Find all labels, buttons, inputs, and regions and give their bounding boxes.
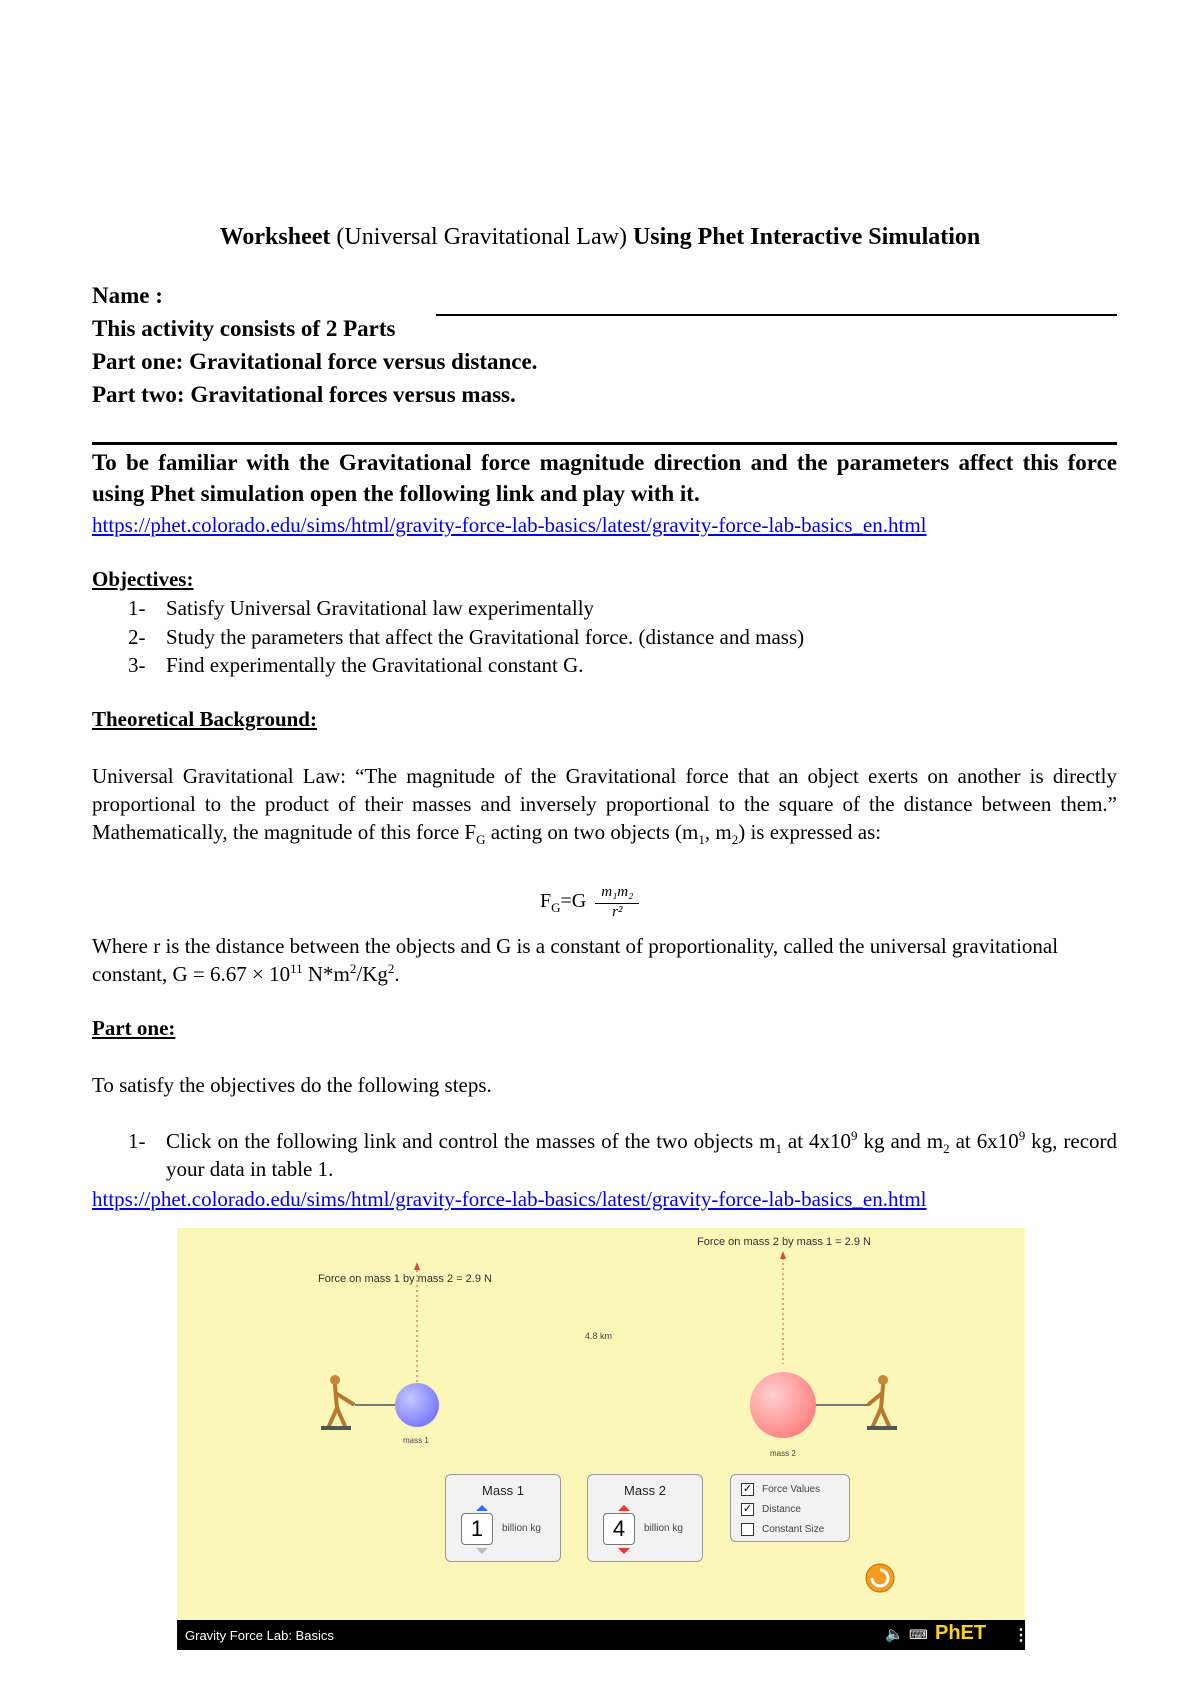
gravity-formula: $F_G=G$ $\frac{\text{m₁m₂}}{\text{r²}}$ — [540, 884, 639, 921]
mass-1-caption: mass 1 — [403, 1436, 429, 1445]
puller-figure-1 — [329, 1375, 353, 1426]
intro-line-1: This activity consists of 2 Parts — [92, 316, 396, 341]
divider — [92, 442, 1117, 445]
formula-numerator: m₁m₂ — [595, 884, 639, 904]
phet-logo[interactable]: PhET — [935, 1622, 987, 1644]
step-1: 1- Click on the following link and control the masses of the two objects $m_1$ at $4x10^9$ kg and $m_2$ at $6x10^9$ kg, record your data in table 1. — [128, 1128, 1118, 1181]
mass-2-decrement-arrow[interactable] — [618, 1548, 630, 1554]
objective-item: 3- Find experimentally the Gravitational constant G. — [128, 653, 584, 677]
mass-2-sphere — [750, 1372, 816, 1438]
options-panel — [730, 1474, 850, 1542]
checkbox-distance[interactable]: ✓ Distance — [742, 1503, 801, 1516]
mass-1-panel — [445, 1474, 561, 1562]
mass-1-value[interactable]: 1 — [461, 1513, 493, 1545]
intro-line-3: Part two: Gravitational forces versus mass. — [92, 382, 516, 407]
sim-footer — [177, 1620, 1029, 1650]
menu-icon[interactable]: ⋮ — [1013, 1627, 1029, 1644]
checkbox-force-values[interactable]: ✓ Force Values — [742, 1483, 821, 1496]
constant-paragraph: Where r is the distance between the objects and G is a constant of proportionality, called the universal gravitational constant, $G = 6.67 \times 10^{11}$ $N*m^2/Kg^2$. — [92, 934, 1059, 986]
mass-2-title: Mass 2 — [624, 1483, 666, 1498]
mass-2-value[interactable]: 4 — [603, 1513, 635, 1545]
part-one-intro: To satisfy the objectives do the following steps. — [92, 1073, 492, 1097]
objectives-heading: Objectives: — [92, 567, 194, 591]
phet-link-1[interactable]: https://phet.colorado.edu/sims/html/gravity-force-lab-basics/latest/gravity-force-lab-basics_en.html — [92, 513, 927, 537]
name-underline — [436, 314, 1117, 316]
checkbox-constant-size[interactable]: Constant Size — [741, 1523, 824, 1536]
mass-2-unit: billion kg — [644, 1523, 683, 1534]
mass-2-panel — [587, 1474, 703, 1562]
objective-item: 2- Study the parameters that affect the Gravitational force. (distance and mass) — [128, 625, 805, 649]
familiar-paragraph: To be familiar with the Gravitational force magnitude direction and the parameters affect this force using Phet simulation open the following link and play with it. — [92, 450, 1117, 506]
mass-1-sphere — [395, 1383, 439, 1427]
sound-icon[interactable]: 🔈 — [885, 1626, 904, 1643]
sim-footer-title: Gravity Force Lab: Basics — [185, 1628, 334, 1643]
puller-base-2 — [867, 1426, 897, 1430]
keyboard-icon[interactable]: ⌨ — [909, 1627, 928, 1642]
part-one-heading: Part one: — [92, 1016, 176, 1040]
puller-base-1 — [321, 1426, 351, 1430]
force-arrow-1-head — [414, 1262, 420, 1270]
name-label: Name : — [92, 283, 163, 308]
force-arrow-2-head — [780, 1251, 786, 1259]
mass-1-decrement-arrow[interactable] — [476, 1548, 488, 1554]
phet-simulation[interactable] — [177, 1228, 1025, 1650]
reset-button-circle — [866, 1564, 894, 1592]
mass-1-title: Mass 1 — [482, 1483, 524, 1498]
puller-figure-2 — [869, 1375, 889, 1426]
mass-2-increment-arrow[interactable] — [618, 1505, 630, 1511]
force-label-2: Force on mass 2 by mass 1 = 2.9 N — [697, 1236, 871, 1248]
mass-1-unit: billion kg — [502, 1523, 541, 1534]
force-label-1: Force on mass 1 by mass 2 = 2.9 N — [318, 1273, 492, 1285]
sim-scene — [177, 1228, 1025, 1650]
theory-heading: Theoretical Background: — [92, 707, 317, 731]
mass-1-increment-arrow[interactable] — [476, 1505, 488, 1511]
worksheet-title: Worksheet (Universal Gravitational Law) Using Phet Interactive Simulation — [219, 224, 981, 250]
distance-label: 4.8 km — [585, 1331, 613, 1341]
formula-denominator: r² — [612, 904, 623, 920]
objective-item: 1- Satisfy Universal Gravitational law experimentally — [128, 596, 595, 620]
theory-paragraph: Universal Gravitational Law: “The magnitude of the Gravitational force that an object exerts on another is directly proportional to the product of their masses and inversely proportional to the square of the distance between them.” Mathematically, the magnitude of this force $F_G$ acting on two objects ($m_1$, $m_2$) is expressed as: — [92, 764, 1117, 848]
intro-line-2: Part one: Gravitational force versus distance. — [92, 349, 538, 374]
mass-2-caption: mass 2 — [770, 1449, 796, 1458]
phet-link-2[interactable]: https://phet.colorado.edu/sims/html/gravity-force-lab-basics/latest/gravity-force-lab-basics_en.html — [92, 1187, 927, 1211]
